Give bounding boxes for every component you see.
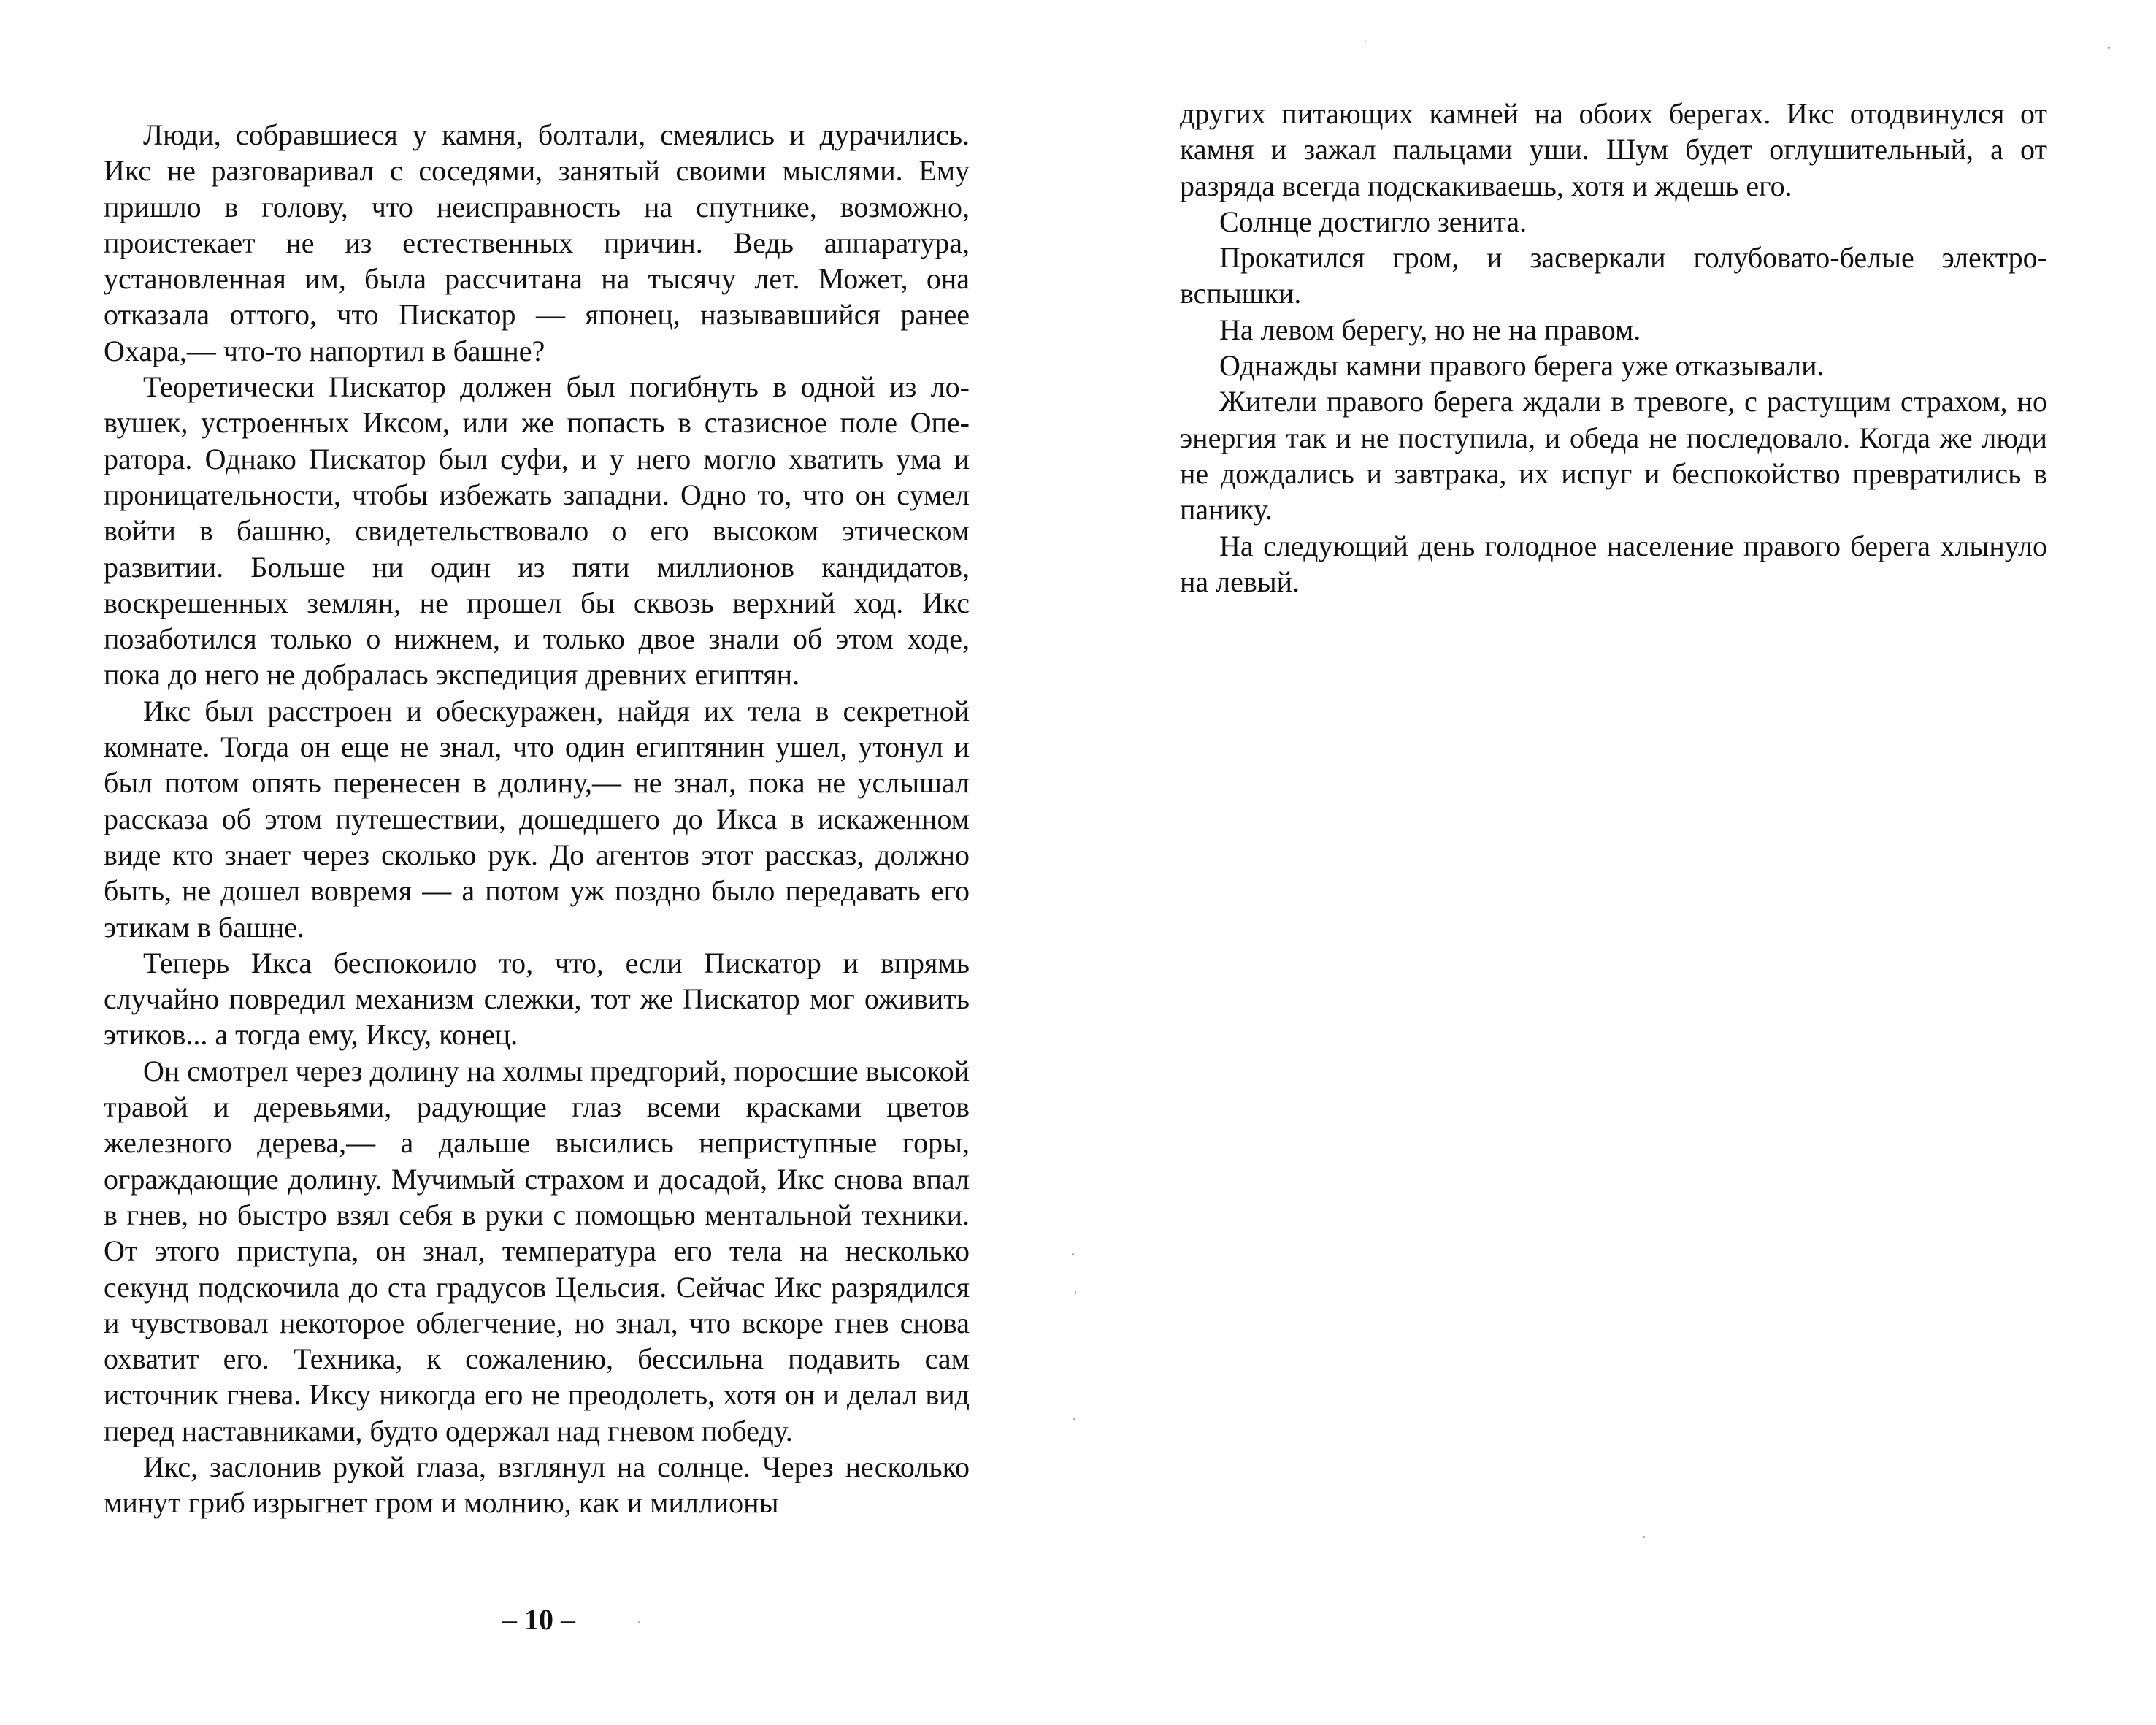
scan-speck <box>1073 1418 1075 1420</box>
right-page <box>1078 0 2156 1725</box>
continued-paragraph: других питающих камней на обоих берегах. Икс отодвинулся от камня и зажал пальцами уши. Шум будет оглушительный, а от разряда всегда подскакиваешь, хотя и ждешь его. <box>1180 97 2047 202</box>
paragraph: На следующий день голодное население правого берега хлынуло на левый. <box>1180 529 2047 598</box>
paragraph: Прокатился гром, и засверкали голубовато-белые электровспышки. <box>1180 241 2047 310</box>
paragraph: Солнце достигло зенита. <box>1219 204 1527 238</box>
paragraph: Люди, собравшиеся у камня, болтали, смеялись и дурачились. Икс не разговаривал с соседями, занятый своими мыслями. Ему пришло в голову, что неисправность на спутнике, возможно, проистекает не из естественных причин. Ведь аппаратура, установленная им, была рассчитана на тысячу лет. Может, она отказала оттого, что Пискатор — японец, называвшийся ранее Охара,— что-то напортил в башне? <box>104 118 970 367</box>
scan-speck <box>638 1621 640 1623</box>
paragraph: Теперь Икса беспокоило то, что, если Пискатор и впрямь случайно повредил механизм слежки, тот же Пискатор мог оживить этиков... а тогда ему, Иксу, конец. <box>104 946 970 1052</box>
paragraph: Икс был расстроен и обескуражен, найдя их тела в секретной комнате. Тогда он еще не знал, что один египтянин ушел, утонул и был потом опять перенесен в долину,— не знал, пока не услышал рассказа об этом путешествии, дошедшего до Икса в искаженном виде кто знает через сколько рук. До агентов этот рассказ, должно быть, не дошел вовремя — а потом уж поздно было передавать его этикам в башне. <box>104 694 970 944</box>
paragraph: Жители правого берега ждали в тревоге, с растущим страхом, но энергия так и не поступила, и обеда не последовало. Когда же люди не дождались и завтрака, их испуг и беспокойство превратились в панику. <box>1180 385 2047 527</box>
scan-speck <box>1072 1253 1074 1255</box>
scan-speck <box>1365 41 1366 42</box>
right-page-text <box>1180 96 2047 600</box>
page-number: – 10 – <box>502 1603 575 1636</box>
scan-speck <box>1643 1536 1645 1538</box>
left-page-text <box>104 117 970 1521</box>
scan-speck <box>2108 47 2110 49</box>
paragraph: На левом берегу, но не на правом. <box>1219 313 1641 346</box>
paragraph: Он смотрел через долину на холмы предгорий, поросшие высокой травой и деревьями, радующие глаз всеми красками цветов железного дерева,— а дальше высились неприступные горы, ограждающие долину. Мучимый страхом и досадой, Икс снова впал в гнев, но быстро взял себя в руки с помощью ментальной техники. От этого приступа, он знал, температура его тела на несколько секунд подскочила до ста градусов Цельсия. Сейчас Икс разрядился и чувствовал некоторое облегчение, но знал, что вскоре гнев снова охватит его. Техника, к сожалению, бессильна подавить сам источник гнева. Иксу никогда его не преодолеть, хотя он и делал вид перед наставниками, будто одержал над гневом победу. <box>104 1054 970 1447</box>
paragraph: Однажды камни правого берега уже отказывали. <box>1219 349 1825 383</box>
scan-speck <box>1075 1291 1076 1294</box>
paragraph: Икс, заслонив рукой глаза, взглянул на солнце. Через несколько минут гриб изрыгнет гром и молнию, как и миллионы <box>104 1450 970 1520</box>
paragraph: Теоретически Пискатор должен был погибнуть в одной из ловушек, устроенных Иксом, или же попасть в стазисное поле Оператора. Однако Пискатор был суфи, и у него могло хватить ума и проницательности, чтобы избежать западни. Одно то, что он сумел войти в башню, свидетельствовало о его высоком этическом развитии. Больше ни один из пяти миллионов кандидатов, воскрешенных землян, не прошел бы сквозь верхний ход. Икс позаботился только о нижнем, и только двое знали об этом ходе, пока до него не добралась экспедиция древних египтян. <box>104 370 970 692</box>
